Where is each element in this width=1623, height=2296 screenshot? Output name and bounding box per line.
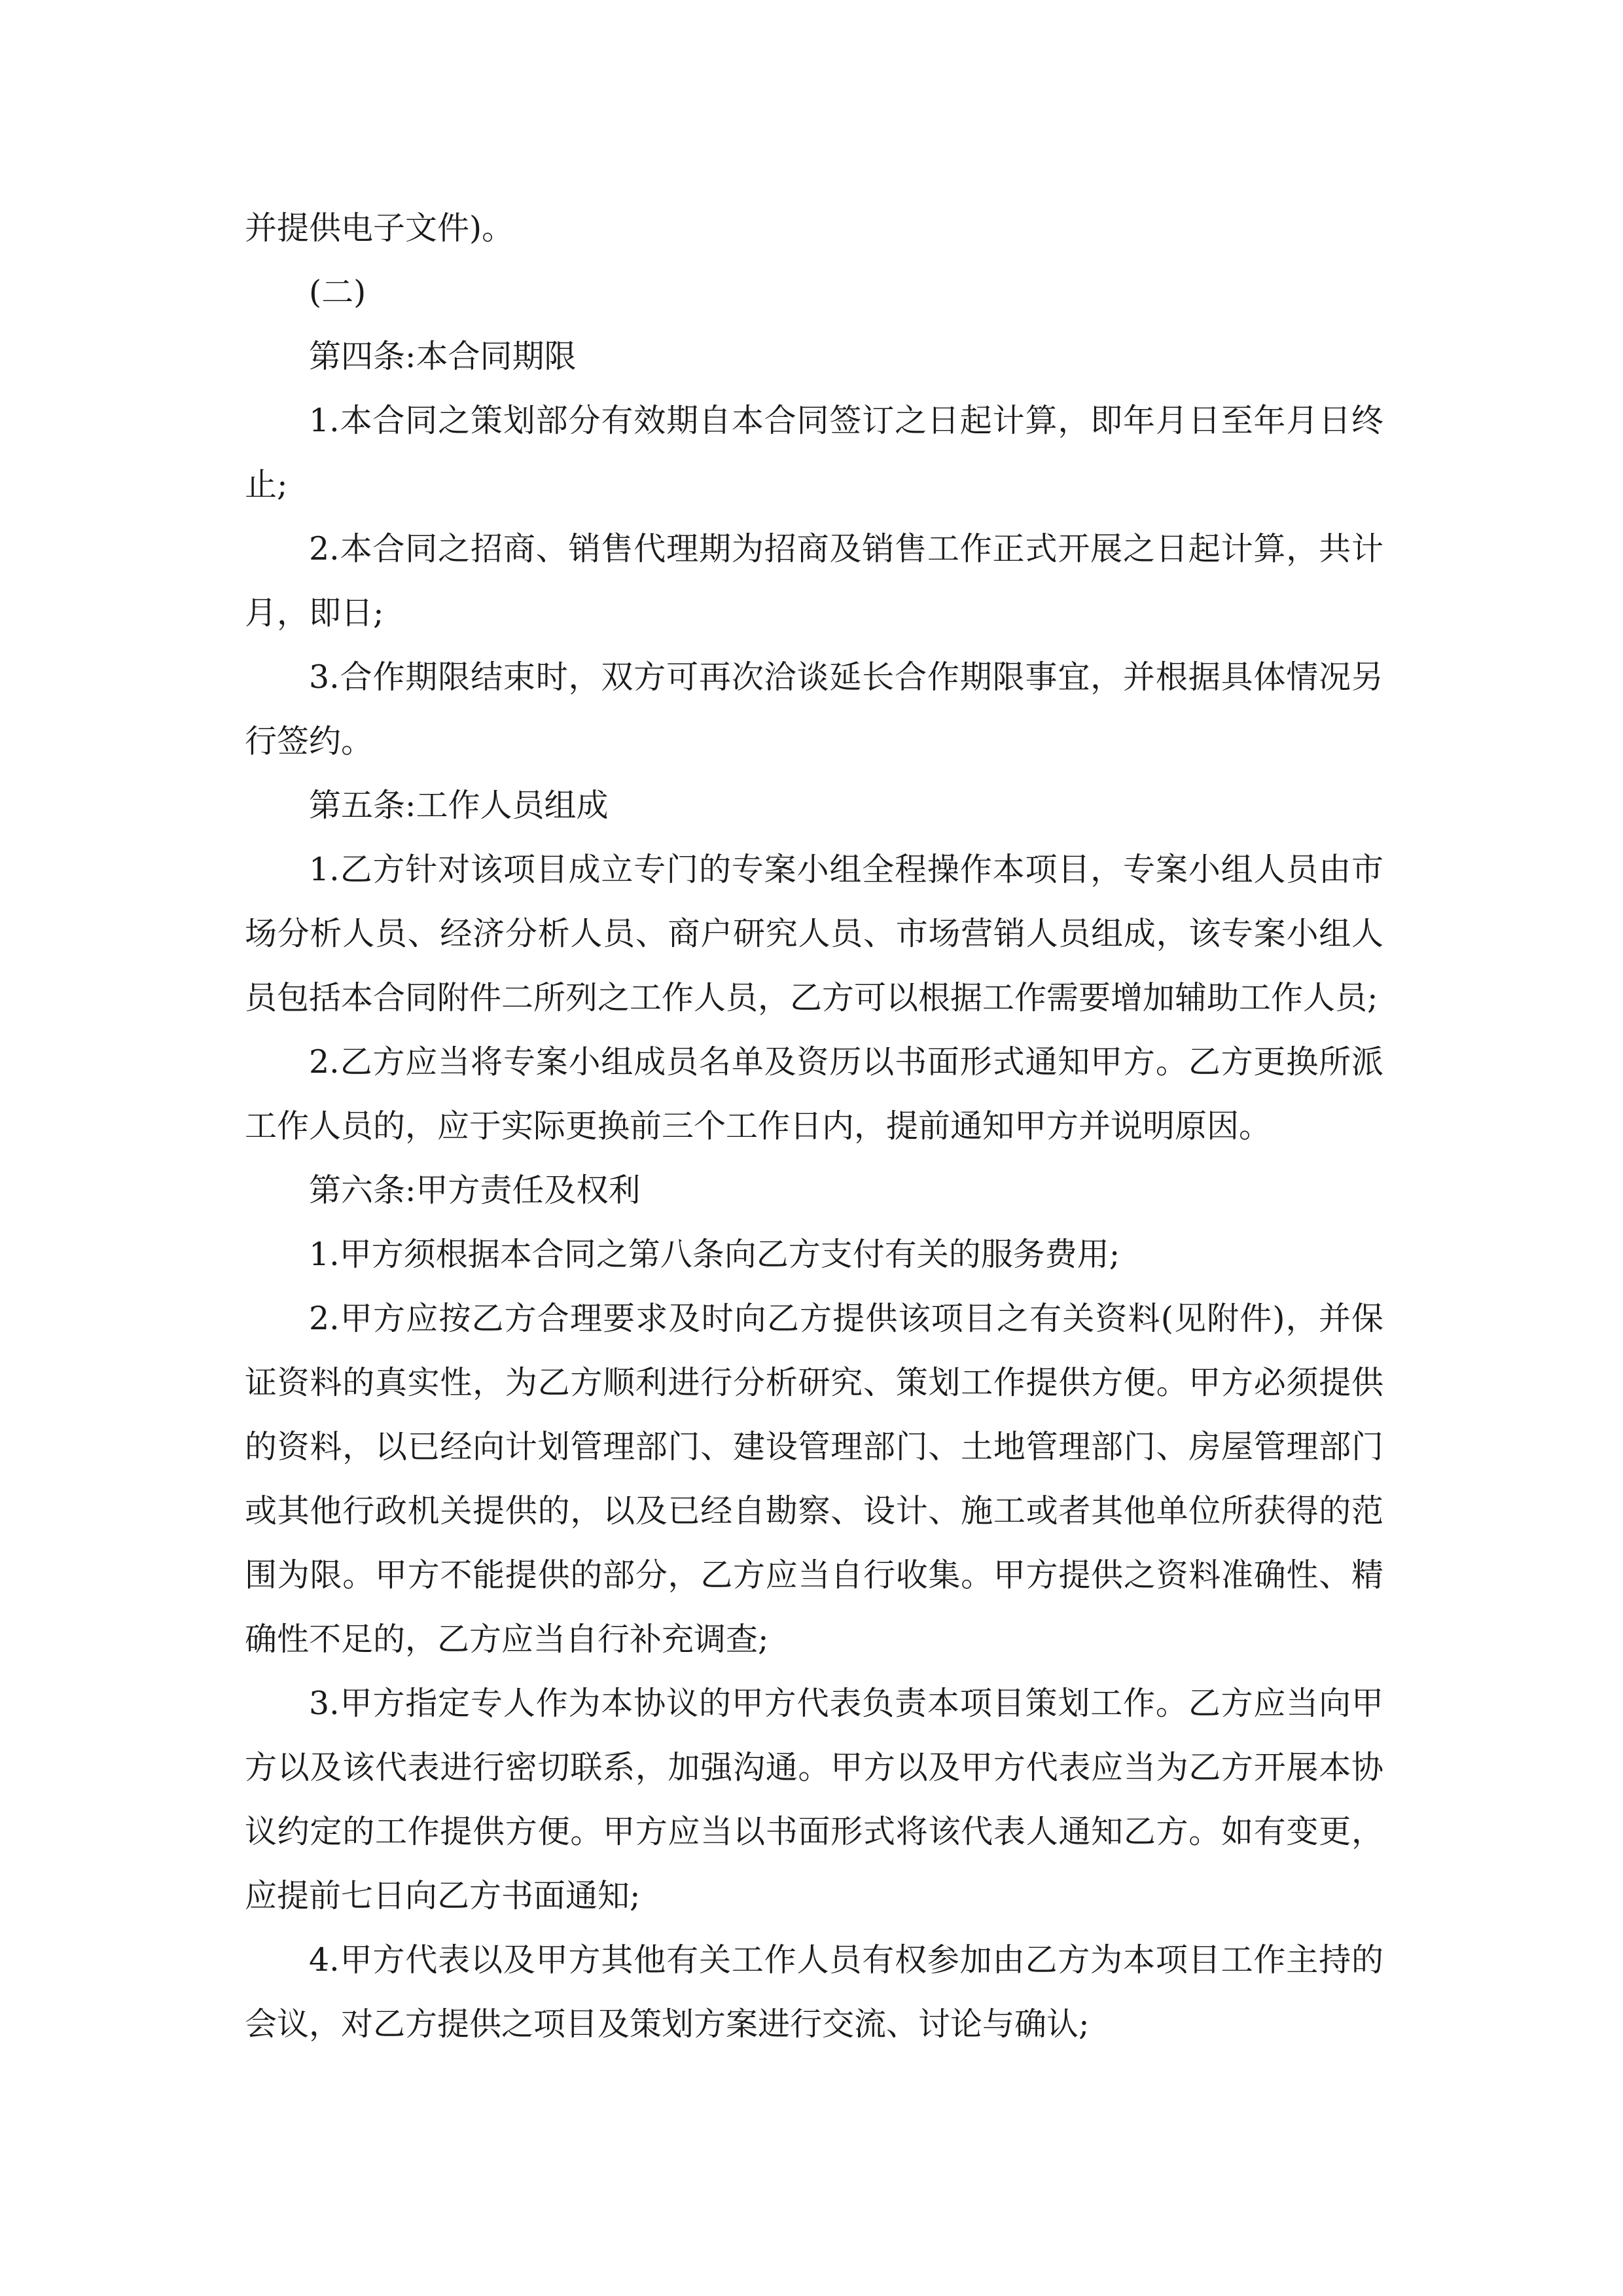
article-4-heading: 第四条:本合同期限 (309, 338, 577, 375)
article-6-clause-2: 2.甲方应按乙方合理要求及时向乙方提供该项目之有关资料(见附件)，并保证资料的真实性，为乙方顺利进行分析研究、策划工作提供方便。甲方必须提供的资料，以已经向计划管理部门、建设管理部门、土地管理部门、房屋管理部门或其他行政机关提供的，以及已经自勘察、设计、施工或者其他单位所获得的范围为限。甲方不能提供的部分，乙方应当自行收集。甲方提供之资料准确性、精确性不足的，乙方应当自行补充调查; (245, 1300, 1383, 1658)
article-4-clause-3: 3.合作期限结束时，双方可再次洽谈延长合作期限事宜，并根据具体情况另行签约。 (245, 658, 1383, 760)
section-label: (二) (309, 274, 366, 311)
article-6-heading: 第六条:甲方责任及权利 (309, 1172, 641, 1209)
article-6-clause-3: 3.甲方指定专人作为本协议的甲方代表负责本项目策划工作。乙方应当向甲方以及该代表进行密切联系，加强沟通。甲方以及甲方代表应当为乙方开展本协议约定的工作提供方便。甲方应当以书面形式将该代表人通知乙方。如有变更，应提前七日向乙方书面通知; (245, 1685, 1383, 1914)
article-4-clause-2: 2.本合同之招商、销售代理期为招商及销售工作正式开展之日起计算，共计月，即日; (245, 530, 1383, 632)
article-5-heading: 第五条:工作人员组成 (309, 787, 609, 824)
paragraph-continuation: 并提供电子文件)。 (245, 209, 514, 247)
article-6-clause-4: 4.甲方代表以及甲方其他有关工作人员有权参加由乙方为本项目工作主持的会议，对乙方提供之项目及策划方案进行交流、讨论与确认; (245, 1941, 1383, 2043)
article-5-clause-1: 1.乙方针对该项目成立专门的专案小组全程操作本项目，专案小组人员由市场分析人员、经济分析人员、商户研究人员、市场营销人员组成，该专案小组人员包括本合同附件二所列之工作人员，乙方可以根据工作需要增加辅助工作人员; (245, 851, 1383, 1016)
article-5-clause-2: 2.乙方应当将专案小组成员名单及资历以书面形式通知甲方。乙方更换所派工作人员的，应于实际更换前三个工作日内，提前通知甲方并说明原因。 (245, 1043, 1383, 1145)
article-4-clause-1: 1.本合同之策划部分有效期自本合同签订之日起计算，即年月日至年月日终止; (245, 402, 1383, 503)
document-body (245, 196, 1383, 2056)
article-6-clause-1: 1.甲方须根据本合同之第八条向乙方支付有关的服务费用; (309, 1236, 1120, 1273)
